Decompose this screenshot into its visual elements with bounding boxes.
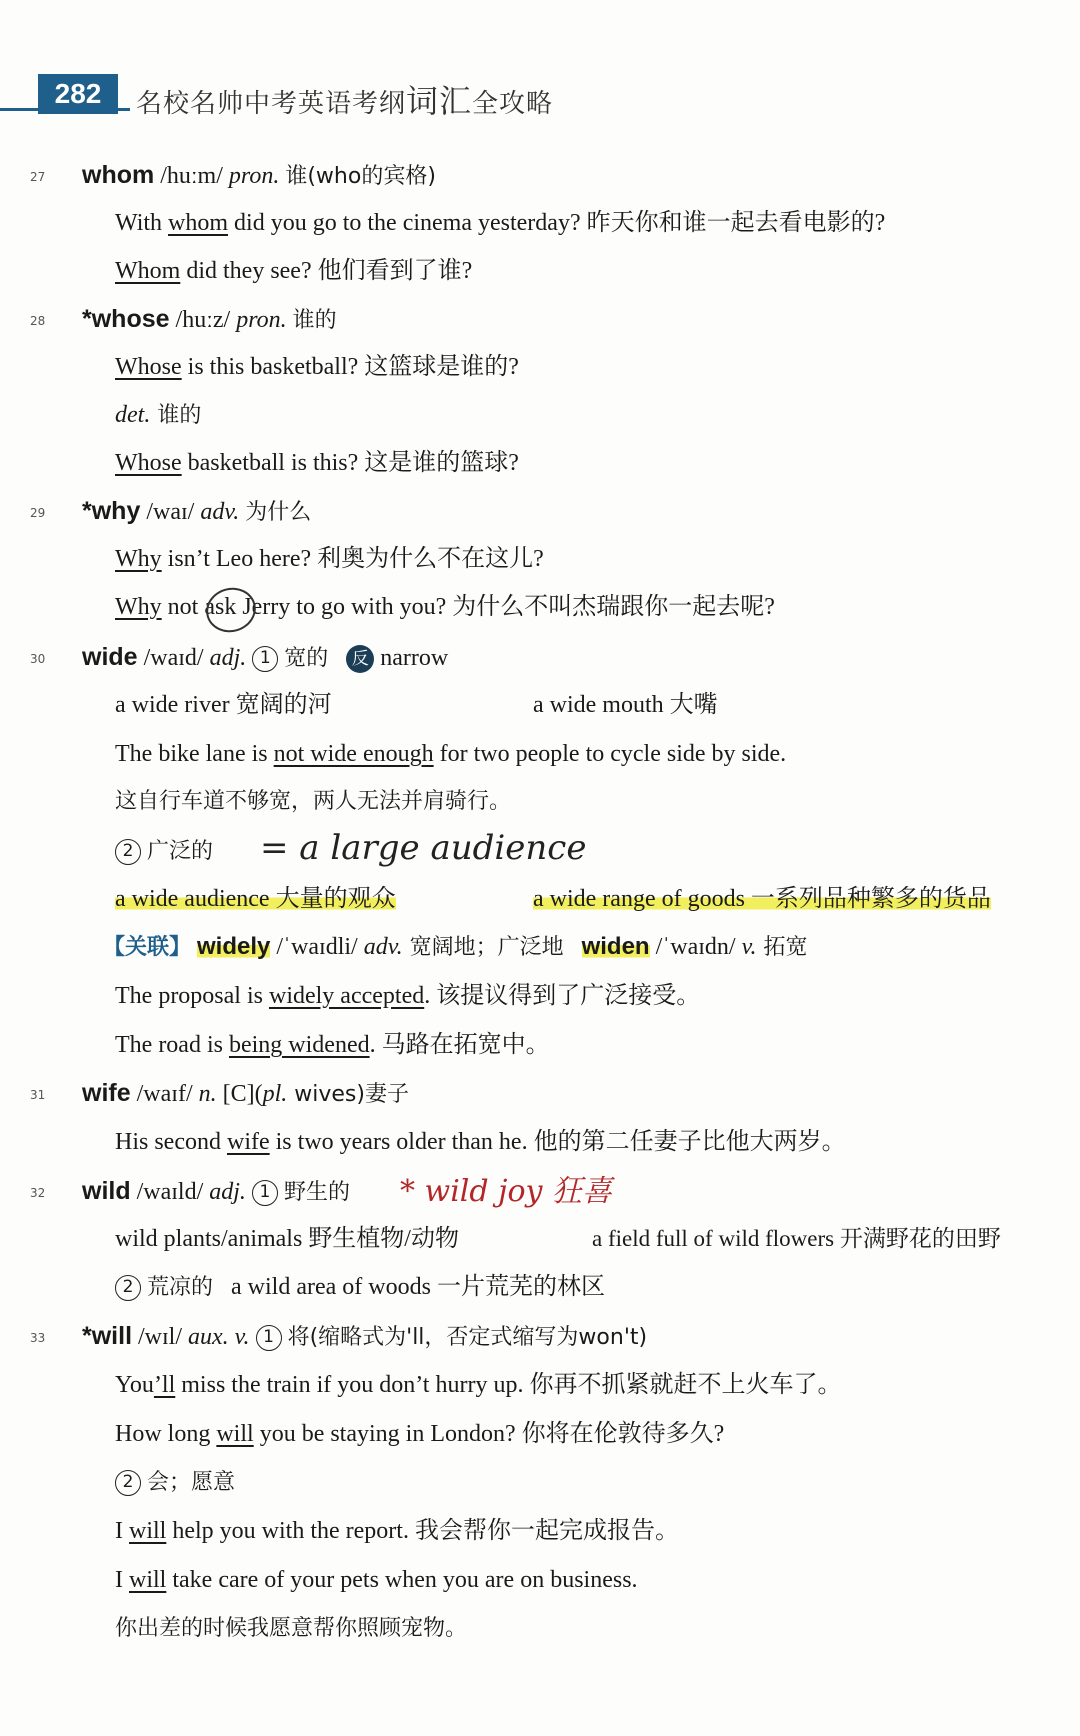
collocation: a field full of wild flowers 开满野花的田野 — [592, 1226, 1001, 1251]
definition: 谁的 — [292, 308, 337, 333]
phonetic: /ˈwaɪdli/ — [270, 934, 364, 960]
entry-number: 32 — [30, 1186, 46, 1201]
related-word: widely — [197, 933, 271, 960]
example-sentence — [115, 254, 472, 288]
part-of-speech: pron. — [228, 163, 280, 189]
collocation — [533, 882, 991, 916]
underlined-word: Whose — [115, 354, 182, 380]
example-sentence — [115, 1417, 724, 1451]
underlined-word: will — [129, 1567, 167, 1593]
part-of-speech: adj. — [209, 645, 247, 671]
part-of-speech: adj. — [209, 1179, 246, 1205]
definition: 野生的 — [283, 1180, 350, 1205]
example-sentence — [115, 206, 885, 240]
antonym: narrow — [380, 645, 449, 671]
definition: 会；愿意 — [147, 1470, 236, 1495]
entry-number: 31 — [30, 1088, 46, 1103]
sense-2 — [115, 1270, 605, 1305]
entry-wild-headword — [30, 1174, 350, 1210]
page-header — [0, 62, 1080, 122]
example-text: His second — [115, 1129, 227, 1155]
entry-will-headword — [30, 1319, 647, 1355]
phonetic: /wɪl/ — [138, 1324, 183, 1350]
example-sentence — [115, 1028, 550, 1062]
example-sentence — [115, 1563, 638, 1597]
example-text: you be staying in London? 你将在伦敦待多久? — [253, 1421, 725, 1447]
phonetic: /waɪf/ — [136, 1081, 193, 1107]
example-sentence — [115, 446, 519, 480]
definition: wives)妻子 — [287, 1082, 409, 1107]
example-text: miss the train if you don’t hurry up. 你再不抓紧就赶不上火车了。 — [175, 1372, 842, 1398]
definition: 谁(who的宾格) — [285, 164, 436, 189]
phonetic: /waɪ/ — [146, 499, 195, 525]
example-text: is this basketball? 这篮球是谁的? — [181, 354, 519, 380]
plural-label: pl. — [262, 1081, 288, 1107]
collocation: a wide mouth 大嘴 — [533, 692, 718, 718]
example-text: I — [115, 1518, 129, 1544]
underlined-word: Why — [115, 594, 162, 620]
collocation: a wild area of woods 一片荒芜的林区 — [231, 1274, 605, 1300]
example-text: isn’t Leo here? 利奥为什么不在这儿? — [161, 546, 544, 572]
definition: 广泛的 — [147, 839, 214, 864]
highlighted-text: a wide audience 大量的观众 — [115, 886, 396, 912]
entry-whom-headword — [30, 158, 436, 194]
sense-number: 1 — [256, 1325, 282, 1351]
example-text: . 马路在拓宽中。 — [369, 1032, 550, 1058]
underlined-phrase: widely accepted — [268, 983, 425, 1009]
sense-number: 2 — [115, 1470, 141, 1496]
example-sentence — [115, 1514, 679, 1548]
collocation: wild plants/animals 野生植物/动物 — [115, 1226, 459, 1252]
part-of-speech: adv. — [200, 499, 240, 525]
sense-2 — [115, 834, 213, 869]
underlined-phrase: being widened — [228, 1032, 370, 1058]
headword: *why — [82, 497, 141, 525]
sense-det — [115, 398, 201, 433]
handwritten-note: = a large audience — [260, 828, 587, 868]
sense-number: 2 — [115, 1275, 141, 1301]
part-of-speech: pron. — [236, 307, 287, 333]
countability: [C]( — [216, 1081, 263, 1107]
underlined-word: will — [129, 1518, 167, 1544]
example-text: not ask Jerry to go with you? 为什么不叫杰瑞跟你一起去呢? — [161, 594, 775, 620]
page-number: 282 — [38, 74, 118, 114]
example-text: did they see? 他们看到了谁? — [180, 258, 473, 284]
phonetic: /huːm/ — [160, 163, 223, 189]
definition: 荒凉的 — [147, 1275, 214, 1300]
part-of-speech: adv. — [363, 934, 403, 960]
underlined-word: will — [216, 1421, 254, 1447]
example-text: basketball is this? 这是谁的篮球? — [181, 450, 519, 476]
headword: *will — [82, 1322, 133, 1350]
example-text: help you with the report. 我会帮你一起完成报告。 — [166, 1518, 679, 1544]
entry-wide-headword — [30, 640, 448, 676]
part-of-speech: n. — [198, 1081, 217, 1107]
entry-wife-headword — [30, 1076, 409, 1112]
example-sentence — [115, 979, 700, 1013]
example-text: The road is — [115, 1032, 229, 1058]
example-text: for two people to cycle side by side. — [433, 741, 787, 767]
definition: 为什么 — [245, 500, 312, 525]
example-sentence — [115, 542, 544, 576]
handwritten-note: * wild joy 狂喜 — [400, 1174, 612, 1209]
example-text: How long — [115, 1421, 217, 1447]
phonetic: /huːz/ — [175, 307, 231, 333]
part-of-speech: det. — [115, 402, 151, 428]
entry-number: 33 — [30, 1331, 46, 1346]
related-word: widen — [581, 933, 650, 960]
phonetic: /waɪd/ — [143, 645, 204, 671]
example-translation: 你出差的时候我愿意帮你照顾宠物。 — [115, 1616, 468, 1641]
definition: 宽阔地；广泛地 — [402, 935, 564, 960]
entry-number: 28 — [30, 314, 46, 329]
entry-number: 29 — [30, 506, 46, 521]
phonetic: /ˈwaɪdn/ — [649, 934, 742, 960]
antonym-icon: 反 — [346, 645, 374, 673]
example-text: With — [115, 210, 169, 236]
underlined-word: Whose — [115, 450, 182, 476]
underlined-word: ’ll — [153, 1372, 176, 1398]
entry-number: 30 — [30, 652, 46, 667]
example-text: did you go to the cinema yesterday? 昨天你和谁一起去看电影的? — [228, 210, 886, 236]
collocation: a wide river 宽阔的河 — [115, 692, 332, 718]
underlined-word: whom — [168, 210, 229, 236]
definition: 宽的 — [284, 646, 329, 671]
book-title-part-2: 词汇 — [406, 82, 473, 120]
example-text: . 该提议得到了广泛接受。 — [424, 983, 701, 1009]
collocation — [115, 882, 396, 916]
sense-number: 1 — [252, 1180, 278, 1206]
underlined-word: Whom — [115, 258, 181, 284]
definition: 拓宽 — [756, 935, 808, 960]
definition: 谁的 — [150, 403, 202, 428]
underlined-phrase: not wide enough — [273, 741, 434, 767]
example-sentence — [115, 737, 786, 771]
sense-number: 2 — [115, 839, 141, 865]
entry-why-headword — [30, 494, 311, 530]
sense-number: 1 — [252, 646, 278, 672]
example-sentence — [115, 1368, 841, 1402]
part-of-speech: v. — [741, 934, 757, 960]
headword: wild — [82, 1177, 131, 1205]
example-text: is two years older than he. 他的第二任妻子比他大两岁。 — [269, 1129, 846, 1155]
sense-2 — [115, 1465, 235, 1500]
underlined-word: Why — [115, 546, 162, 572]
related-words — [103, 930, 807, 965]
book-title — [136, 76, 553, 122]
example-sentence — [115, 350, 519, 384]
example-text: You — [115, 1372, 154, 1398]
example-text: The bike lane is — [115, 741, 274, 767]
entry-number: 27 — [30, 170, 46, 185]
definition: 将(缩略式为'll，否定式缩写为won't) — [287, 1325, 648, 1350]
example-text: take care of your pets when you are on business. — [166, 1567, 638, 1593]
headword: wife — [82, 1079, 131, 1107]
book-title-part-3: 全攻略 — [472, 89, 554, 119]
example-sentence — [115, 1125, 846, 1159]
highlighted-text: a wide range of goods 一系列品种繁多的货品 — [533, 886, 991, 912]
example-text: I — [115, 1567, 129, 1593]
headword: whom — [82, 161, 155, 189]
entry-whose-headword — [30, 302, 337, 338]
example-text: The proposal is — [115, 983, 269, 1009]
part-of-speech: aux. v. — [188, 1324, 250, 1350]
example-translation: 这自行车道不够宽，两人无法并肩骑行。 — [115, 789, 512, 814]
phonetic: /waɪld/ — [136, 1179, 204, 1205]
related-label: 【关联】 — [103, 935, 192, 960]
book-title-part-1: 名校名帅中考英语考纲 — [136, 89, 407, 119]
headword: wide — [82, 643, 138, 671]
underlined-word: wife — [226, 1129, 270, 1155]
headword: *whose — [82, 305, 170, 333]
